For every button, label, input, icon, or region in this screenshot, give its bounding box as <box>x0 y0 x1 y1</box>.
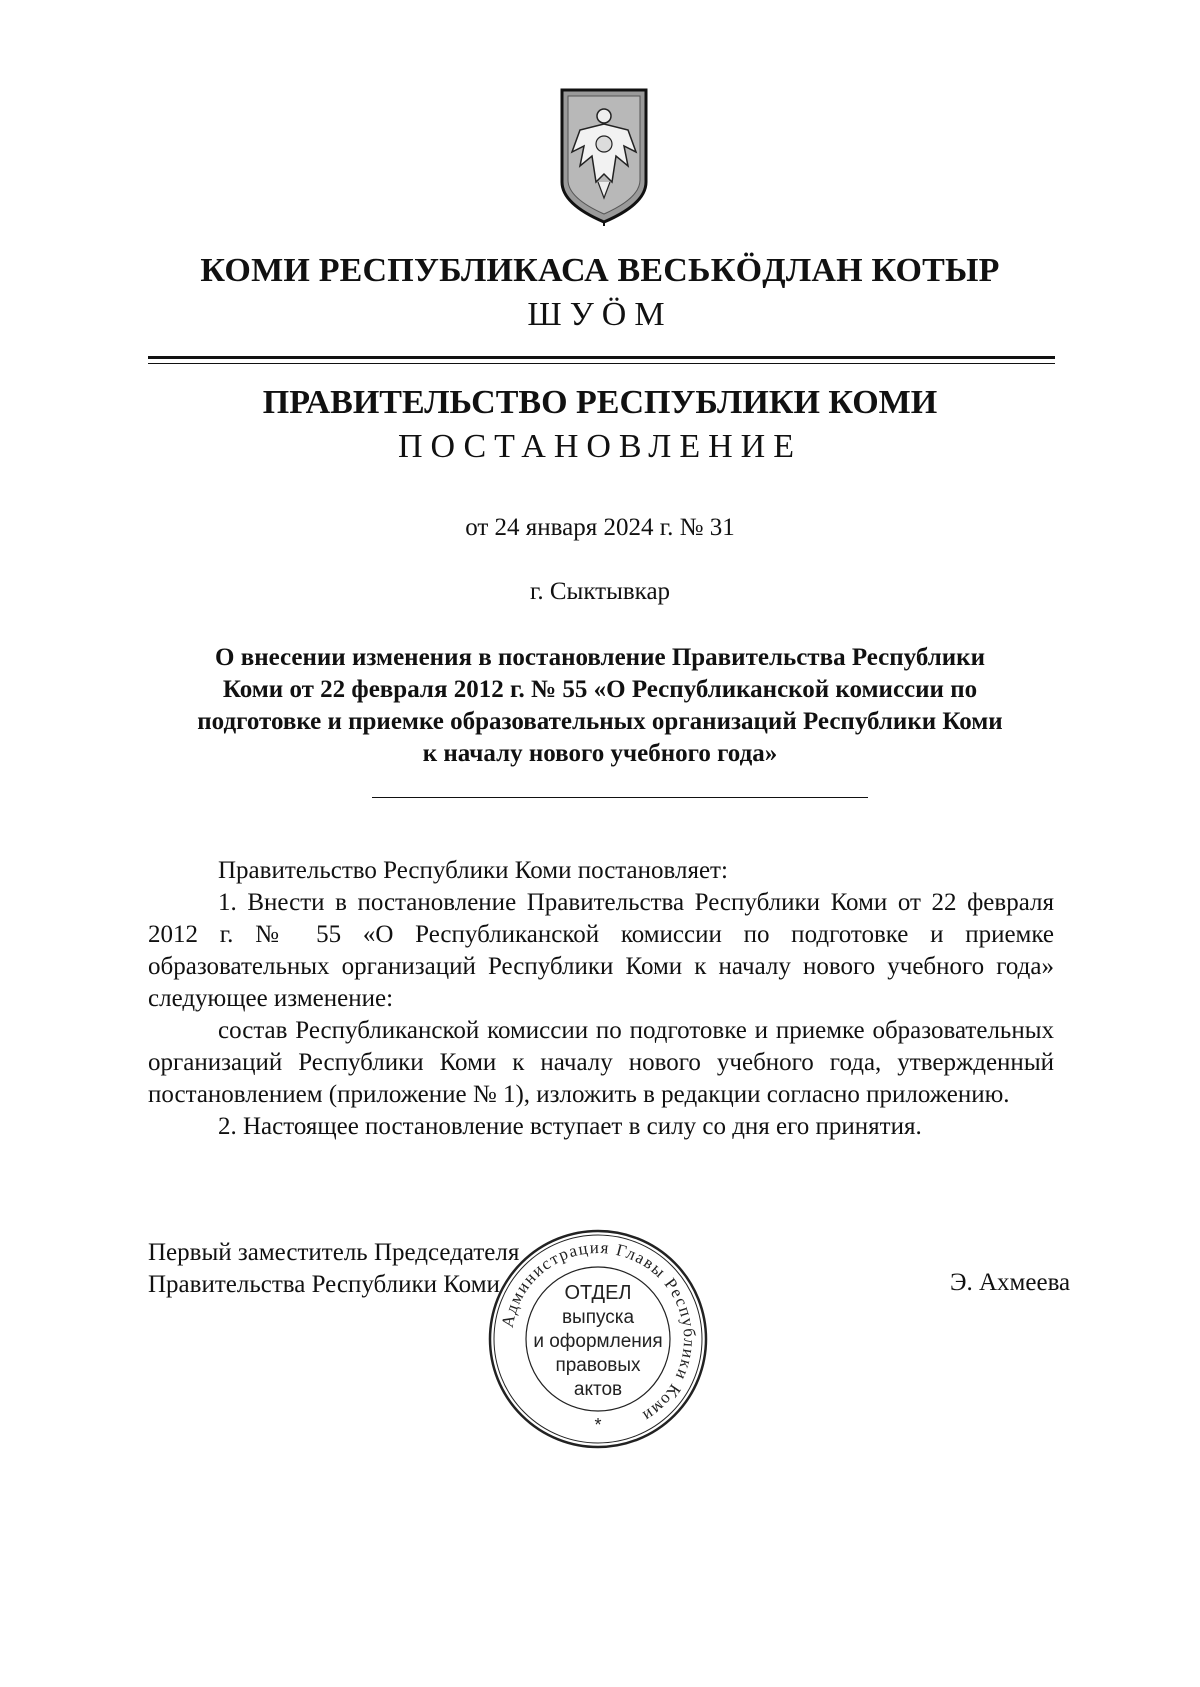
stamp-center-line: выпуска <box>561 1307 635 1328</box>
body-item-2: 2. Настоящее постановление вступает в силу со дня его принятия. <box>218 1113 922 1140</box>
header-divider-thick <box>148 356 1055 359</box>
header-divider-thin <box>148 363 1055 364</box>
document-city: г. Сыктывкар <box>529 578 671 605</box>
stamp-center-line: ОТДЕЛ <box>564 1282 632 1304</box>
government-title: ПРАВИТЕЛЬСТВО РЕСПУБЛИКИ КОМИ <box>262 384 938 421</box>
komi-document-type: ШУӦМ <box>527 296 673 333</box>
komi-government-title: КОМИ РЕСПУБЛИКАСА ВЕСЬКӦДЛАН КОТЫР <box>200 252 1000 289</box>
subject-underline <box>372 797 868 798</box>
stamp-center-line: и оформления <box>533 1331 663 1352</box>
subject-line: О внесении изменения в постановление Правительства Республики <box>215 644 985 671</box>
subject-line: подготовке и приемке образовательных организаций Республики Коми <box>197 708 1003 735</box>
official-stamp-icon <box>484 1225 712 1453</box>
document-type: ПОСТАНОВЛЕНИЕ <box>397 428 803 465</box>
document-body <box>148 855 1054 1143</box>
signatory-position <box>148 1237 519 1301</box>
signatory-position-line: Правительства Республики Коми <box>148 1271 500 1298</box>
signatory-position-line: Первый заместитель Председателя <box>148 1239 520 1266</box>
body-item-1: 1. Внести в постановление Правительства Республики Коми от 22 февраля 2012 г. № 55 «О Республиканской комиссии по подготовке и приемке образовательных организаций Республики Коми к началу нового учебного года» следующее изменение: <box>148 889 1054 1012</box>
stamp-center-line: актов <box>573 1379 623 1400</box>
stamp-ring-text: Администрация Главы Республики Коми <box>497 1237 700 1427</box>
body-intro: Правительство Республики Коми постановляет: <box>218 857 728 884</box>
subject-line: Коми от 22 февраля 2012 г. № 55 «О Республиканской комиссии по <box>222 676 978 703</box>
body-item-1-detail: состав Республиканской комиссии по подготовке и приемке образовательных организаций Республики Коми к началу нового учебного года, утвержденный постановлением (приложение № 1), изложить в редакции согласно приложению. <box>148 1017 1054 1108</box>
subject-line: к началу нового учебного года» <box>422 740 778 767</box>
document-subject <box>150 642 1050 770</box>
stamp-center-line: правовых <box>555 1355 641 1376</box>
signatory-name: Э. Ахмеева <box>950 1269 1071 1296</box>
komi-coat-of-arms-icon <box>558 86 650 226</box>
stamp-star: * <box>594 1415 602 1435</box>
document-date-number: от 24 января 2024 г. № 31 <box>465 514 735 541</box>
